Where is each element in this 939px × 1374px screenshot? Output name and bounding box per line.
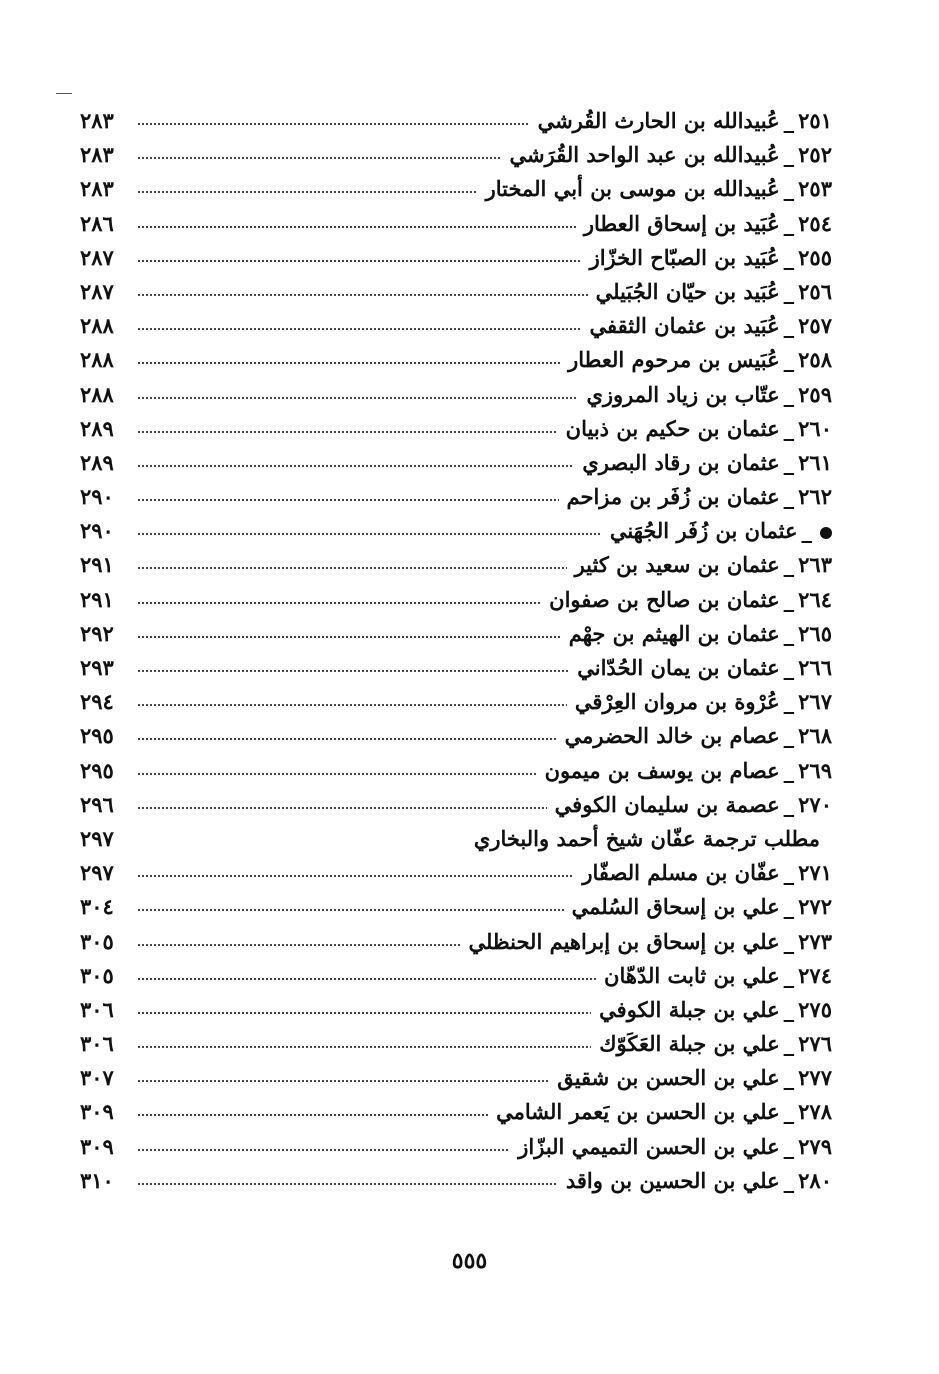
entry-name: عثمان بن زُفَر الجُهَني xyxy=(609,518,798,544)
entry-page-number: ٢٩٥ xyxy=(80,719,132,753)
entry-name: عثمان بن الهيثم بن جهْم xyxy=(568,620,780,646)
entry-page-number: ٢٩٦ xyxy=(80,788,132,822)
entry-name: عتّاب بن زياد المروزي xyxy=(586,381,780,407)
entry-name: علي بن الحسن بن شقيق xyxy=(557,1065,780,1091)
entry-name: عفّان بن مسلم الصفّار xyxy=(582,860,780,886)
toc-entry-title xyxy=(596,959,832,993)
toc-entry-title xyxy=(561,617,832,651)
toc-section-note xyxy=(80,822,832,856)
entry-name: عُبَيد بن حيّان الجُبَيلي xyxy=(595,278,780,304)
entry-number: ٢٥٢ xyxy=(798,142,832,168)
toc-entry-title xyxy=(549,1061,832,1095)
entry-page-number: ٢٩١ xyxy=(80,548,132,582)
entry-separator: _ xyxy=(783,723,795,749)
entry-number: ٢٦٤ xyxy=(798,586,832,612)
toc-entry-title xyxy=(567,685,832,719)
toc-entry-title xyxy=(558,1164,832,1198)
entry-page-number: ٣٠٦ xyxy=(80,993,132,1027)
entry-page-number: ٢٩٢ xyxy=(80,617,132,651)
toc-entry-title xyxy=(560,343,832,377)
entry-separator: _ xyxy=(783,928,795,954)
toc-entry xyxy=(80,446,832,480)
entry-separator: _ xyxy=(783,278,795,304)
entry-separator: _ xyxy=(783,1031,795,1057)
toc-entry-title xyxy=(578,378,832,412)
toc-entry-title xyxy=(591,1027,832,1061)
entry-name: عثمان بن يمان الحُدّاني xyxy=(577,655,780,680)
entry-page-number: ٢٩٤ xyxy=(80,685,132,719)
entry-page-number: ٢٨٨ xyxy=(80,309,132,343)
entry-name: عُرْوة بن مروان العِرْقي xyxy=(574,689,780,715)
entry-name: عُبَيد بن الصبّاح الخزّاز xyxy=(589,244,780,270)
entry-page-number: ٢٩٠ xyxy=(80,480,132,514)
table-of-contents xyxy=(80,104,832,1198)
entry-page-number: ٣٠٤ xyxy=(80,890,132,924)
entry-name: علي بن جبلة الكوفي xyxy=(599,996,780,1022)
entry-number: ٢٦٠ xyxy=(798,415,832,441)
toc-entry xyxy=(80,412,832,446)
entry-name: عثمان بن صالح بن صفوان xyxy=(549,586,780,612)
entry-page-number: ٣٠٥ xyxy=(80,925,132,959)
toc-entry xyxy=(80,241,832,275)
entry-page-number: ٣٠٦ xyxy=(80,1027,132,1061)
bullet-icon xyxy=(820,527,832,539)
toc-entry xyxy=(80,651,832,685)
entry-separator: _ xyxy=(783,791,795,817)
entry-page-number: ٣١٠ xyxy=(80,1164,132,1198)
entry-name: علي بن ثابت الدّهّان xyxy=(604,962,780,988)
entry-separator: _ xyxy=(783,1065,795,1091)
entry-page-number: ٢٨٣ xyxy=(80,138,132,172)
toc-entry xyxy=(80,1027,832,1061)
toc-entry-title xyxy=(510,1130,832,1164)
toc-entry-title xyxy=(530,104,832,138)
toc-entry xyxy=(80,378,832,412)
entry-separator: _ xyxy=(783,449,795,475)
toc-entry-title xyxy=(602,514,832,548)
entry-number: ٢٦٧ xyxy=(798,689,832,715)
toc-entry xyxy=(80,343,832,377)
toc-entry-title xyxy=(574,856,832,890)
entry-name: عصام بن خالد الحضرمي xyxy=(564,723,780,749)
toc-entry xyxy=(80,719,832,753)
entry-separator: _ xyxy=(801,518,812,544)
entry-number: ٢٧٩ xyxy=(798,1133,832,1159)
entry-number: ٢٦٣ xyxy=(798,552,832,578)
toc-entry xyxy=(80,890,832,924)
entry-page-number: ٢٩٧ xyxy=(80,856,132,890)
entry-page-number: ٢٨٨ xyxy=(80,378,132,412)
entry-separator: _ xyxy=(783,1099,795,1125)
toc-entry xyxy=(80,1061,832,1095)
toc-entry-title xyxy=(488,1095,832,1129)
toc-entry xyxy=(80,275,832,309)
entry-name: عُبيدالله بن موسى بن أبي المختار xyxy=(485,176,780,202)
entry-name: علي بن الحسن التميمي البزّاز xyxy=(518,1133,780,1159)
toc-entry-title xyxy=(582,241,832,275)
entry-name: عُبيدالله بن الحارث القُرشي xyxy=(537,108,780,133)
entry-number: ٢٥٧ xyxy=(798,313,832,339)
entry-separator: _ xyxy=(783,484,795,510)
toc-entry xyxy=(80,959,832,993)
entry-separator: _ xyxy=(783,381,795,407)
entry-number: ٢٦٢ xyxy=(798,484,832,510)
entry-number: ٢٥١ xyxy=(798,108,832,133)
toc-entry xyxy=(80,1095,832,1129)
toc-entry-title xyxy=(557,719,832,753)
toc-entry-title xyxy=(591,993,832,1027)
toc-entry xyxy=(80,685,832,719)
entry-separator: _ xyxy=(783,894,795,920)
toc-entry xyxy=(80,788,832,822)
entry-separator: _ xyxy=(783,860,795,886)
entry-number: ٢٧٦ xyxy=(798,1031,832,1057)
entry-name: عصام بن يوسف بن ميمون xyxy=(544,757,780,783)
entry-number: ٢٥٥ xyxy=(798,244,832,270)
toc-entry xyxy=(80,617,832,651)
toc-entry xyxy=(80,583,832,617)
entry-separator: _ xyxy=(783,347,795,373)
entry-name: عثمان بن سعيد بن كثير xyxy=(574,552,780,578)
entry-separator: _ xyxy=(783,655,795,680)
toc-entry-title xyxy=(574,446,832,480)
toc-entry xyxy=(80,514,832,548)
entry-name: علي بن الحسين بن واقد xyxy=(565,1167,780,1193)
entry-separator: _ xyxy=(783,1133,795,1159)
toc-entry xyxy=(80,172,832,206)
entry-name: عثمان بن حكيم بن ذبيان xyxy=(565,415,780,441)
entry-page-number: ٣٠٥ xyxy=(80,959,132,993)
entry-number: ٢٧٢ xyxy=(798,894,832,920)
toc-entry-title xyxy=(478,172,832,206)
entry-separator: _ xyxy=(783,415,795,441)
entry-separator: _ xyxy=(783,244,795,270)
toc-entry xyxy=(80,1164,832,1198)
entry-separator: _ xyxy=(783,313,795,339)
entry-separator: _ xyxy=(783,757,795,783)
toc-entry-title xyxy=(567,548,832,582)
entry-page-number: ٣٠٩ xyxy=(80,1130,132,1164)
entry-name: عُبَيد بن عثمان الثقفي xyxy=(589,313,780,339)
entry-page-number: ٢٩٥ xyxy=(80,754,132,788)
toc-entry-title xyxy=(576,207,832,241)
entry-number: ٢٦٦ xyxy=(798,655,832,680)
entry-name: علي بن الحسن بن يَعمر الشامي xyxy=(496,1099,780,1125)
entry-number: ٢٧٨ xyxy=(798,1099,832,1125)
entry-number: ٢٦٩ xyxy=(798,757,832,783)
entry-number: ٢٧٣ xyxy=(798,928,832,954)
entry-name: علي بن جبلة العَكَوّك xyxy=(599,1031,780,1057)
entry-page-number: ٢٨٦ xyxy=(80,207,132,241)
entry-number: ٢٥٤ xyxy=(798,210,832,236)
toc-entry xyxy=(80,754,832,788)
toc-entry-title xyxy=(569,651,832,685)
toc-entry xyxy=(80,104,832,138)
entry-number: ٢٦٨ xyxy=(798,723,832,749)
entry-separator: _ xyxy=(783,108,795,133)
entry-page-number: ٢٩٣ xyxy=(80,651,132,685)
entry-name: علي بن إسحاق بن إبراهيم الحنظلي xyxy=(468,928,780,954)
entry-page-number: ٢٩٧ xyxy=(80,822,132,856)
entry-page-number: ٢٨٧ xyxy=(80,241,132,275)
entry-name: عثمان بن رقاد البصري xyxy=(582,449,780,475)
entry-name: علي بن إسحاق السُلمي xyxy=(571,894,780,920)
toc-entry xyxy=(80,925,832,959)
entry-name: عثمان بن زُفَر بن مزاحم xyxy=(566,484,780,510)
entry-separator: _ xyxy=(783,620,795,646)
entry-number: ٢٧١ xyxy=(798,860,832,886)
toc-entry-title xyxy=(582,309,832,343)
entry-name: عُبَيد بن إسحاق العطار xyxy=(583,210,780,236)
margin-tick xyxy=(56,93,72,94)
toc-entry-title xyxy=(460,925,832,959)
entry-separator: _ xyxy=(783,996,795,1022)
toc-entry-title xyxy=(547,788,832,822)
entry-page-number: ٢٨٨ xyxy=(80,343,132,377)
toc-entry xyxy=(80,207,832,241)
toc-entry-title xyxy=(466,822,820,856)
toc-entry-title xyxy=(588,275,832,309)
entry-number: ٢٥٦ xyxy=(798,278,832,304)
entry-number: ٢٨٠ xyxy=(798,1167,832,1193)
entry-name: مطلب ترجمة عفّان شيخ أحمد والبخاري xyxy=(473,825,820,851)
entry-number: ٢٧٥ xyxy=(798,996,832,1022)
entry-separator: _ xyxy=(783,1167,795,1193)
entry-page-number: ٢٨٧ xyxy=(80,275,132,309)
entry-page-number: ٢٩٠ xyxy=(80,514,132,548)
toc-entry xyxy=(80,480,832,514)
entry-number: ٢٥٩ xyxy=(798,381,832,407)
page-number: ٥٥٥ xyxy=(451,1248,488,1274)
entry-number: ٢٥٨ xyxy=(798,347,832,373)
entry-number: ٢٦٥ xyxy=(798,620,832,646)
toc-entry xyxy=(80,138,832,172)
toc-entry xyxy=(80,993,832,1027)
toc-entry xyxy=(80,309,832,343)
entry-page-number: ٢٨٩ xyxy=(80,446,132,480)
toc-entry xyxy=(80,548,832,582)
entry-separator: _ xyxy=(783,142,795,168)
toc-entry-title xyxy=(502,138,832,172)
toc-entry xyxy=(80,1130,832,1164)
entry-separator: _ xyxy=(783,176,795,202)
entry-separator: _ xyxy=(783,552,795,578)
toc-entry xyxy=(80,856,832,890)
entry-name: عصمة بن سليمان الكوفي xyxy=(554,791,780,817)
entry-separator: _ xyxy=(783,962,795,988)
entry-number: ٢٧٠ xyxy=(798,791,832,817)
toc-entry-title xyxy=(559,480,832,514)
toc-entry-title xyxy=(558,412,832,446)
entry-number: ٢٧٧ xyxy=(798,1065,832,1091)
entry-separator: _ xyxy=(783,586,795,612)
entry-name: عُبَيس بن مرحوم العطار xyxy=(568,347,780,373)
entry-number: ٢٥٣ xyxy=(798,176,832,202)
entry-page-number: ٢٨٣ xyxy=(80,172,132,206)
entry-separator: _ xyxy=(783,689,795,715)
toc-entry-title xyxy=(541,583,832,617)
toc-entry-title xyxy=(564,890,832,924)
entry-page-number: ٣٠٩ xyxy=(80,1095,132,1129)
entry-page-number: ٢٨٩ xyxy=(80,412,132,446)
toc-entry-title xyxy=(537,754,832,788)
entry-page-number: ٢٩١ xyxy=(80,583,132,617)
entry-number: ٢٧٤ xyxy=(798,962,832,988)
entry-number: ٢٦١ xyxy=(798,449,832,475)
entry-page-number: ٣٠٧ xyxy=(80,1061,132,1095)
entry-separator: _ xyxy=(783,210,795,236)
entry-page-number: ٢٨٣ xyxy=(80,104,132,138)
entry-name: عُبيدالله بن عبد الواحد القُرَشي xyxy=(509,142,780,168)
